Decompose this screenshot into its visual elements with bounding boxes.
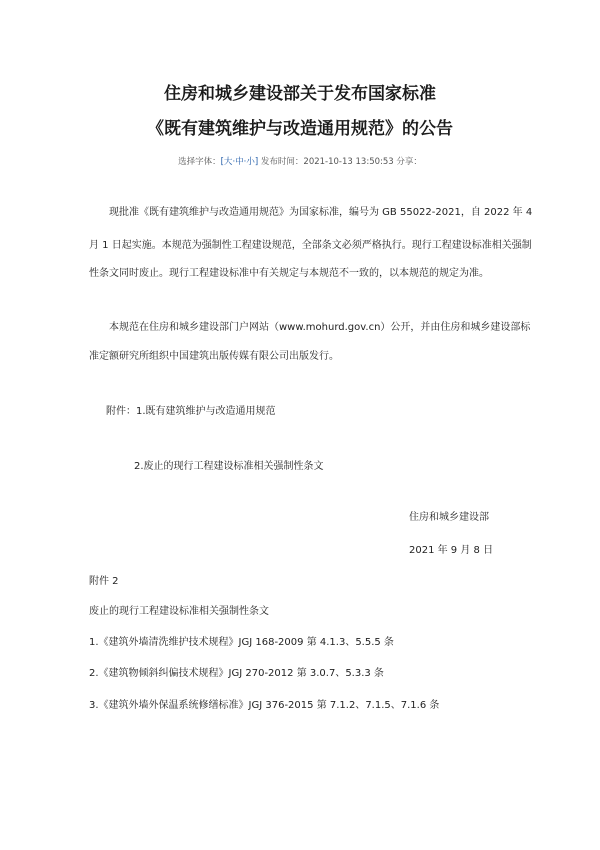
font-bracket-close: ] [254,157,259,167]
published-time: 2021-10-13 13:50:53 [303,157,394,167]
appendix-item: 2.《建筑物倾斜纠偏技术规程》JGJ 270-2012 第 3.0.7、5.3.3 条 [89,668,384,679]
font-large-link[interactable]: 大 [223,157,233,167]
font-separator: · [232,157,236,167]
font-small-link[interactable]: 小 [246,157,255,167]
signature-date: 2021 年 9 月 8 日 [409,545,494,556]
page-title-line2: 《既有建筑维护与改造通用规范》的公告 [147,119,453,139]
font-medium-link[interactable]: 中 [235,157,244,167]
paragraph1-line1: 现批准《既有建筑维护与改造通用规范》为国家标准，编号为 GB 55022-2021，自 2022 年 4 [109,207,533,218]
font-separator: · [243,157,247,167]
page-title-line1: 住房和城乡建设部关于发布国家标准 [164,84,436,104]
published-label: 发布时间： [260,157,304,167]
attachment-2: 2.废止的现行工程建设标准相关强制性条文 [134,461,324,472]
appendix-subtitle: 废止的现行工程建设标准相关强制性条文 [89,606,269,617]
paragraph2-line1: 本规范在住房和城乡建设部门户网站（www.mohurd.gov.cn）公开，并由住房和城乡建设部标 [109,322,531,333]
appendix-item: 3.《建筑外墙外保温系统修缮标准》JGJ 376-2015 第 7.1.2、7.1.5、7.1.6 条 [89,700,440,711]
meta-bar [0,155,600,167]
signature-org: 住房和城乡建设部 [409,512,489,523]
appendix-item: 1.《建筑外墙清洗维护技术规程》JGJ 168-2009 第 4.1.3、5.5.5 条 [89,637,394,648]
share-label[interactable]: 分享： [396,157,422,167]
paragraph1-line2: 月 1 日起实施。本规范为强制性工程建设规范，全部条文必须严格执行。现行工程建设标准相关强制 [89,240,532,251]
paragraph2-line2: 准定额研究所组织中国建筑出版传媒有限公司出版发行。 [89,351,339,362]
font-bracket-open: [ [220,157,224,167]
font-select-label: 选择字体： [178,157,221,167]
paragraph1-line3: 性条文同时废止。现行工程建设标准中有关规定与本规范不一致的，以本规范的规定为准。 [89,268,489,279]
attachment-1: 附件：1.既有建筑维护与改造通用规范 [106,406,276,417]
appendix-title: 附件 2 [89,576,119,587]
